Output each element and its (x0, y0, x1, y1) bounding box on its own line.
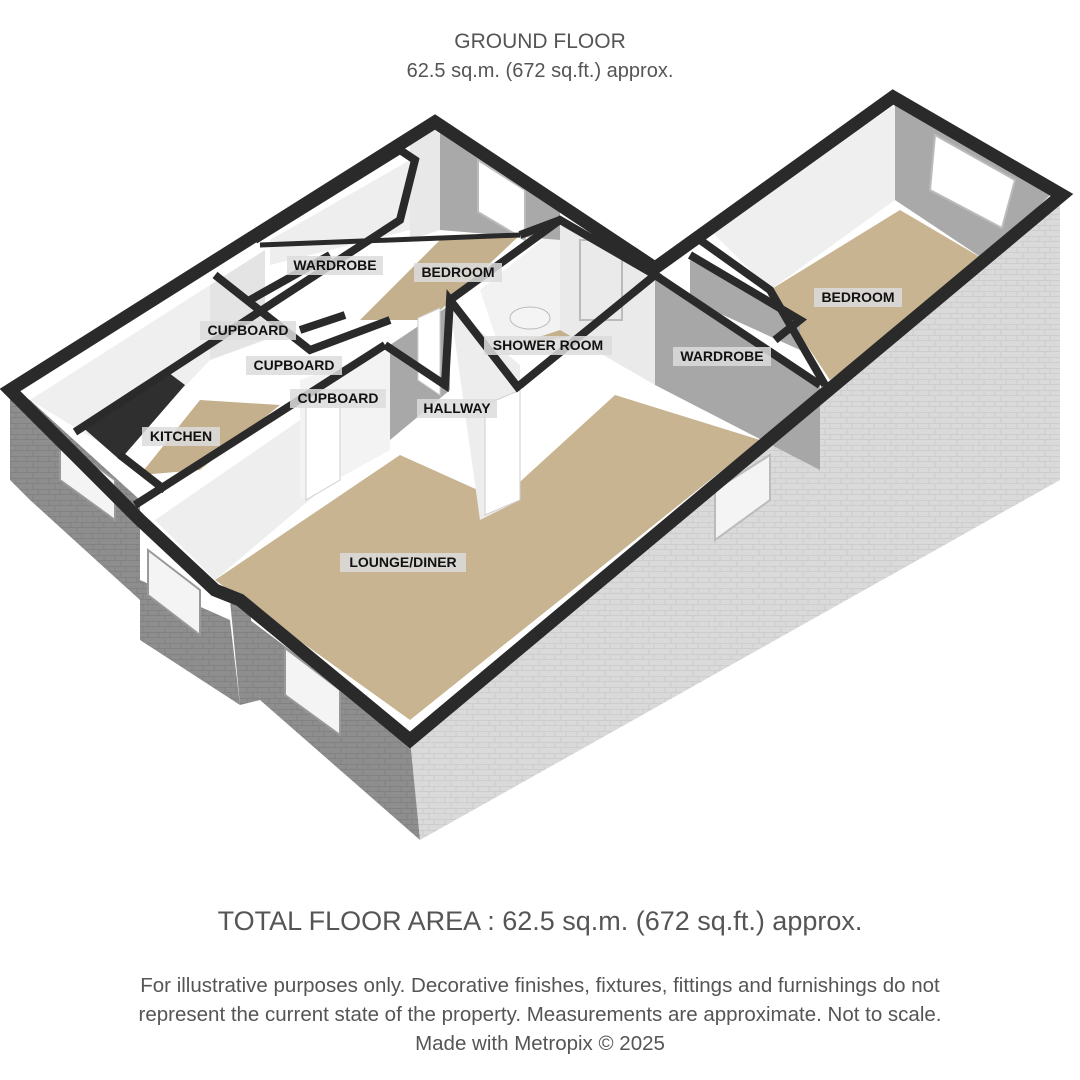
room-label-shower-room (484, 336, 612, 355)
svg-text:WARDROBE: WARDROBE (293, 257, 377, 273)
svg-text:CUPBOARD: CUPBOARD (207, 322, 289, 338)
svg-text:LOUNGE/DINER: LOUNGE/DINER (349, 554, 457, 570)
room-label-cupboard-2 (246, 356, 342, 375)
svg-text:WARDROBE: WARDROBE (680, 348, 764, 364)
svg-text:KITCHEN: KITCHEN (149, 428, 213, 444)
floor-title: GROUND FLOOR (454, 30, 626, 53)
svg-text:SHOWER ROOM: SHOWER ROOM (492, 337, 604, 353)
svg-text:BEDROOM: BEDROOM (421, 264, 495, 280)
room-label-bedroom-right (814, 288, 902, 307)
floor-area: 62.5 sq.m. (672 sq.ft.) approx. (406, 60, 674, 82)
room-label-kitchen (142, 427, 220, 446)
svg-text:BEDROOM: BEDROOM (821, 289, 895, 305)
svg-text:CUPBOARD: CUPBOARD (253, 357, 335, 373)
room-label-cupboard-1 (200, 321, 296, 340)
total-floor-area: TOTAL FLOOR AREA : 62.5 sq.m. (672 sq.ft.) approx. (217, 906, 863, 936)
room-label-wardrobe-right (673, 347, 771, 366)
disclaimer-line-1: For illustrative purposes only. Decorative finishes, fixtures, fittings and furnishings do not (140, 974, 940, 997)
room-label-bedroom-left (414, 263, 502, 282)
credit-line: Made with Metropix © 2025 (415, 1032, 665, 1055)
svg-text:CUPBOARD: CUPBOARD (297, 390, 379, 406)
room-label-wardrobe-top (287, 256, 383, 275)
room-label-lounge-diner (340, 553, 466, 572)
room-label-hallway (417, 399, 497, 418)
disclaimer-line-2: represent the current state of the property. Measurements are approximate. Not to scale. (138, 1003, 942, 1026)
svg-text:HALLWAY: HALLWAY (423, 400, 491, 416)
room-label-cupboard-3 (290, 389, 386, 408)
disclaimer (60, 971, 1020, 1058)
